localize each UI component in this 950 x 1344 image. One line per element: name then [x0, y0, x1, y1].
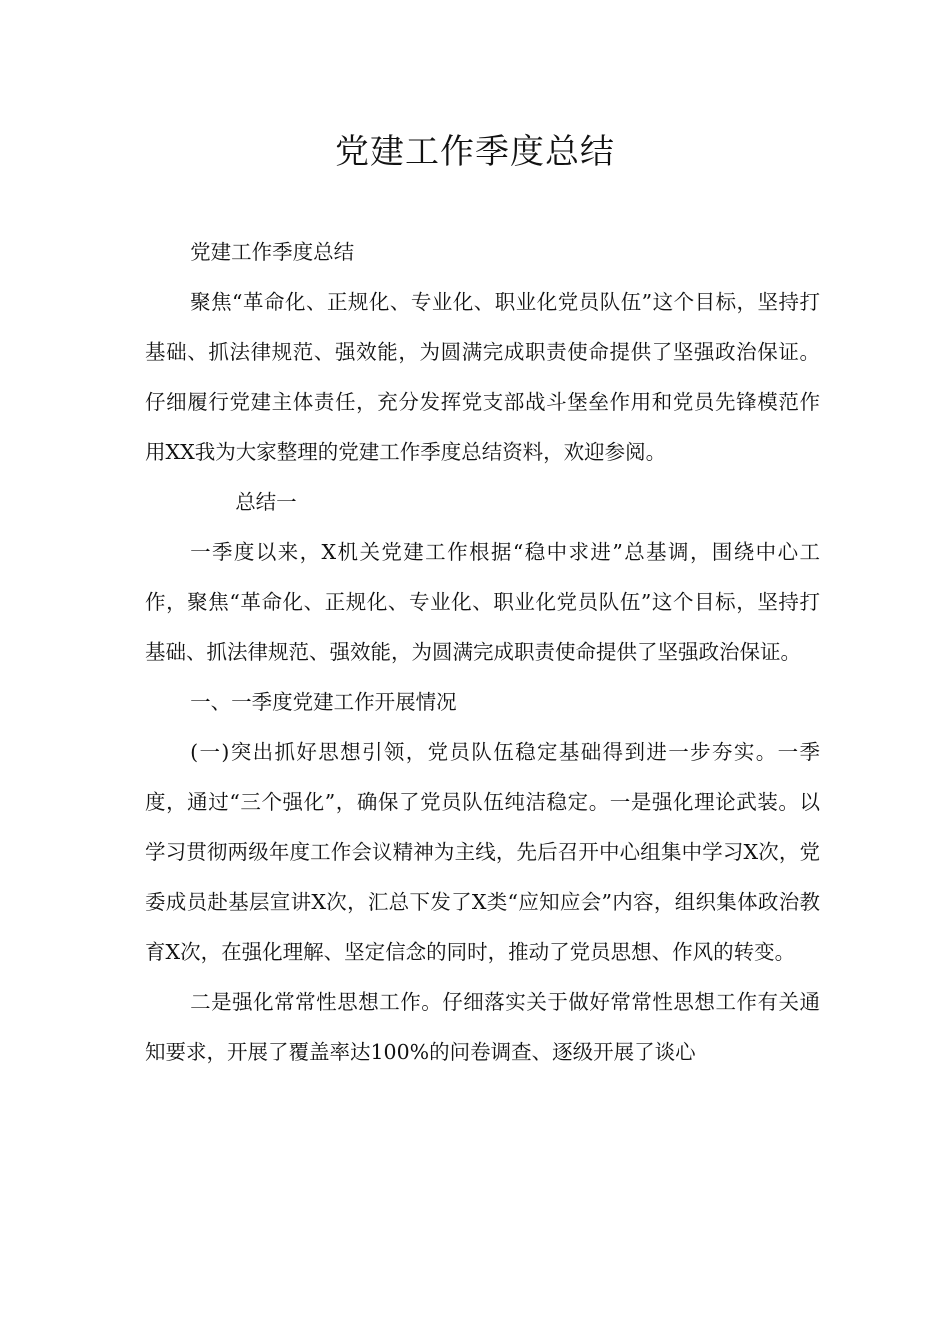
paragraph-intro: 聚焦“革命化、正规化、专业化、职业化党员队伍”这个目标，坚持打基础、抓法律规范、强效能，为圆满完成职责使命提供了坚强政治保证。仔细履行党建主体责任，充分发挥党支部战斗堡垒作用和党员先锋模范作用XX我为大家整理的党建工作季度总结资料，欢迎参阅。: [145, 290, 820, 464]
paragraph-routine-work: 二是强化常常性思想工作。仔细落实关于做好常常性思想工作有关通知要求，开展了覆盖率达100%的问卷调查、逐级开展了谈心: [145, 990, 820, 1064]
section-heading-first-quarter: 一、一季度党建工作开展情况: [190, 690, 457, 714]
paragraph-thought-guidance: (一)突出抓好思想引领，党员队伍稳定基础得到进一步夯实。一季度，通过“三个强化”，确保了党员队伍纯洁稳定。一是强化理论武装。以学习贯彻两级年度工作会议精神为主线，先后召开中心组集中学习X次，党委成员赴基层宣讲X次，汇总下发了X类“应知应会”内容，组织集体政治教育X次，在强化理解、坚定信念的同时，推动了党员思想、作风的转变。: [145, 740, 820, 964]
document-title: 党建工作季度总结: [335, 132, 615, 172]
document-body: [145, 227, 820, 1077]
paragraph-subtitle: 党建工作季度总结: [190, 240, 355, 264]
section-heading-summary-one: 总结一: [235, 490, 297, 514]
paragraph-overview: 一季度以来，X机关党建工作根据“稳中求进”总基调，围绕中心工作，聚焦“革命化、正规化、专业化、职业化党员队伍”这个目标，坚持打基础、抓法律规范、强效能，为圆满完成职责使命提供了坚强政治保证。: [145, 540, 820, 664]
